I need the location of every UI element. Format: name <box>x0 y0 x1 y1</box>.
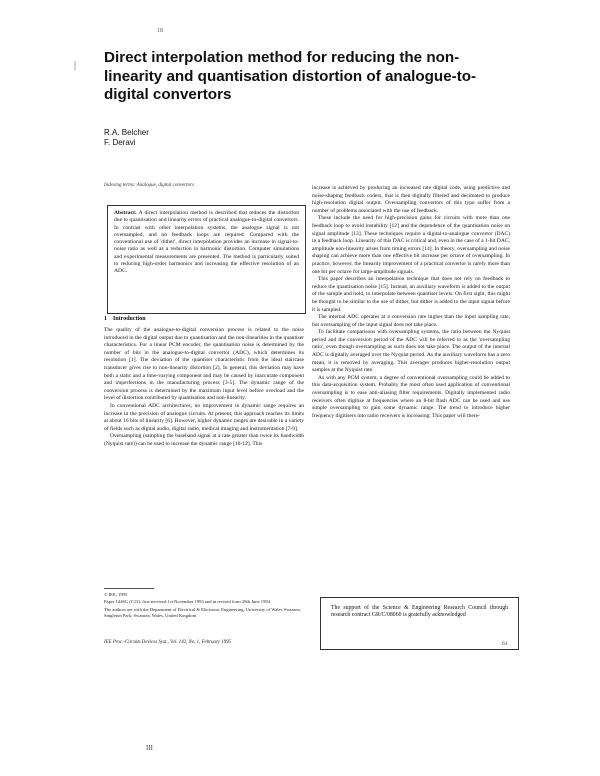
indexing-terms: Indexing terms: Analogue, digital convertors <box>104 183 195 188</box>
abstract-box <box>107 205 306 314</box>
top-page-mark: 18 <box>157 28 163 34</box>
abstract-text: A direct interpolation method is described that reduces the distortion due to quantisation and linearity errors of practical analogue-to-digital convertors. In contrast with other interpolation systems, the analogue signal is not oversampled, and no feedback loops are required. Compared with the conventional use of 'dither', direct interpolation provides an increase in signal-to-noise ratio as well as a reduction in harmonic distortion. Computer simulations and experimental measurements are presented. The method is particularly suited to reducing high-order harmonics and increasing the effective resolution of an ADC. <box>114 210 300 275</box>
footnote-rule <box>104 588 154 589</box>
paragraph: increase is achieved by producing an increased rate digital code, using predictive and noise-shaping feedback coders, that is then digitally filtered and decimated to produce high-resolution digital output. Oversampling convertors of this type suffer from a number of problems associated with the use of feedback. <box>312 185 510 214</box>
paragraph: As with any PCM system, a degree of conventional oversampling could be added to this data-acquisition system. Probably the most often used application of conventional oversampling is to ease anti-aliasing filter requirements. Digitally implemented radio receivers often digitise at frequencies where an 8-bit flash ADC can be used and use simple oversampling to gain some dynamic range. The trend to introduce higher frequency digitisers into radio receivers is increasing. This paper will there- <box>312 374 510 419</box>
author-1: R.A. Belcher <box>104 128 149 137</box>
paragraph: To facilitate comparisons with oversampling systems, the ratio between the Nyquist period and the conversion period of the ADC will be referred to as the 'oversampling ratio', even though oversampling as such does not take place. The output of the internal ADC is digitally averaged over the Nyquist period. As the auxiliary waveform has a zero mean, it is removed by averaging. This averager produces higher-resolution output samples at the Nyquist rate. <box>312 329 510 374</box>
paragraph: The internal ADC operates at a conversion rate higher than the input sampling rate, but oversampling of the input signal does not take place. <box>312 314 510 328</box>
paper-title: Direct interpolation method for reducing the non-linearity and quantisation distortion of analogue-to-digital convertors <box>104 49 477 103</box>
author-2: F. Deravi <box>104 138 136 147</box>
acknowledgment-box: The support of the Science & Engineering Research Council through research contract GR/C/08060 is gratefully acknowledged <box>320 597 519 650</box>
section-heading-introduction <box>104 316 146 322</box>
journal-reference: IEE Proc.-Circuits Devices Syst., Vol. 142, No. 1, February 1995 <box>104 640 232 645</box>
paper-received-line: Paper 1446G (C13), first received 1st November 1993 and in revised form 28th June 1994 <box>104 599 270 605</box>
page-number: 61 <box>502 641 508 647</box>
left-margin-mark: | <box>74 60 77 71</box>
copyright-line: © IEE, 1995 <box>104 592 128 597</box>
section-title: Introduction <box>113 316 146 322</box>
paragraph: These include the need for high-precision gains for circuits with more than one feedback loop to avoid instability [12] and the dependence of the quantisation noise on signal amplitude [13]. These techniques require a digital-to-analogue convertor (DAC) in a feedback loop. Linearity of this DAC is critical and, even in the case of a 1-bit DAC, amplitude non-linearity arises from timing errors [14]. In theory, oversampling and noise shaping can achieve more than one effective bit increase per octave of oversampling. In practice, however, the linearity improvement of a practical convertor is rarely more than one bit per octave for large-amplitude signals. <box>312 215 510 275</box>
paragraph: This paper describes an interpolation technique that does not rely on feedback to reduce the quantisation noise [15]. Instead, an auxiliary waveform is added to the output of the sample and hold, to interpolate between quantiser levels. On first sight, this might be thought to be similar to the use of dither, but dither is added to the input signal before it is sampled. <box>312 276 510 313</box>
right-column-body <box>312 185 510 603</box>
section-number: 1 <box>104 316 107 322</box>
paragraph: In conventional ADC architectures, no improvement in dynamic range requires an increase in the precision of analogue circuits. At present, this approach reaches its limits at about 16 bits of linearity [6]. However, higher dynamic ranges are desirable in a variety of fields such as digital audio, digital radio, medical imaging and instrumentation [7-9]. <box>104 402 304 432</box>
abstract-label: Abstract: <box>114 210 137 216</box>
footnote-block <box>104 588 304 620</box>
bottom-page-mark: III <box>146 744 153 752</box>
left-column-body <box>104 327 304 587</box>
author-affiliation: The authors are with the Department of Electrical & Electronic Engineering, University of Wales Swansea, Singleton Park, Swansea, Wales, United Kingdom <box>104 606 301 618</box>
authors-block <box>104 128 149 148</box>
paragraph: The quality of the analogue-to-digital conversion process is related to the noise introduced in the digital output due to quantisation and the non-linearities in the quantiser characteristics. For a linear PCM encoder, the quantisation noise is determined by the number of bits in the analogue-to-digital convertor (ADC), which determines its resolution [1]. The deviation of the quantiser characteristic from the ideal staircase transducer gives rise to non-linearity distortion [2]. In general, this deviation may have both a static and a time-varying component and may be caused by inaccurate component and imperfections in the manufacturing process [3-5]. The dynamic range of the conversion process is determined by the maximum input level before overload and the level of distortion contributed by quantisation and non-linearity. <box>104 327 304 402</box>
paragraph: Oversampling (sampling the baseband signal at a rate greater than twice its bandwidth (Nyquist rate)) can be used to increase the dynamic range [10-12]. This <box>104 433 304 447</box>
